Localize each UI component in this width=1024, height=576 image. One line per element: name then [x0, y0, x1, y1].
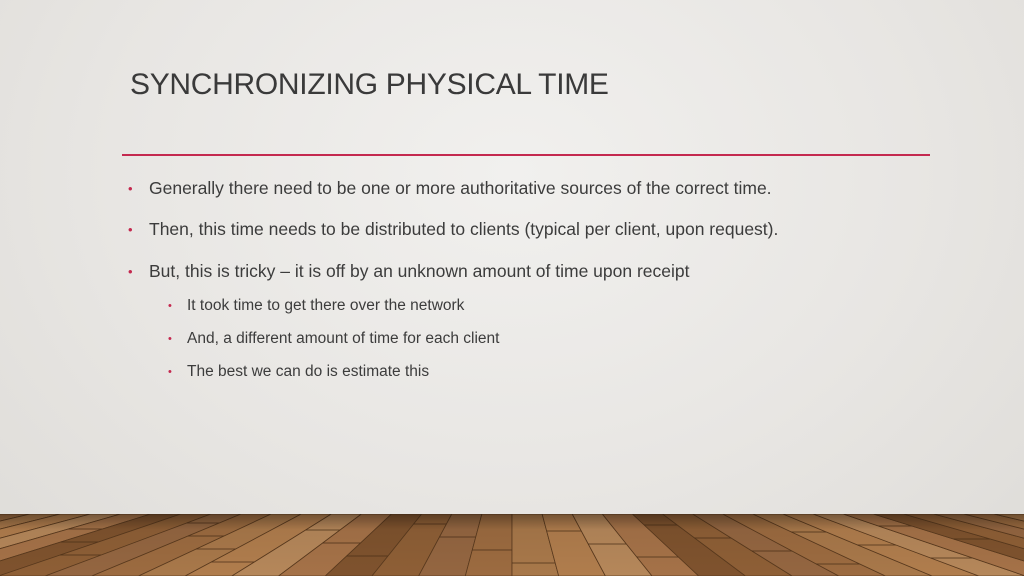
bullet-text: Generally there need to be one or more authoritative sources of the correct time.	[149, 178, 772, 198]
sub-bullet-item	[168, 297, 465, 315]
slide-title: SYNCHRONIZING PHYSICAL TIME	[130, 68, 609, 101]
bullet-marker: •	[168, 333, 172, 345]
bullet-text: It took time to get there over the network	[187, 297, 465, 314]
bullet-text: The best we can do is estimate this	[187, 363, 430, 380]
title-divider	[122, 154, 930, 156]
bullet-marker: •	[168, 300, 172, 312]
bullet-text: But, this is tricky – it is off by an unknown amount of time upon receipt	[149, 261, 690, 281]
bullet-text: And, a different amount of time for each client	[187, 330, 500, 347]
sub-bullet-item	[168, 330, 500, 348]
bullet-marker: •	[168, 366, 172, 378]
wood-floor-background	[0, 514, 1024, 576]
bullet-item	[128, 261, 690, 282]
wood-floor-graphic	[0, 514, 1024, 576]
bullet-marker: •	[128, 181, 133, 196]
bullet-text: Then, this time needs to be distributed to clients (typical per client, upon request).	[149, 219, 779, 239]
bullet-item	[128, 178, 772, 199]
bullet-item	[128, 219, 779, 240]
bullet-marker: •	[128, 222, 133, 237]
sub-bullet-item	[168, 363, 430, 381]
bullet-marker: •	[128, 264, 133, 279]
